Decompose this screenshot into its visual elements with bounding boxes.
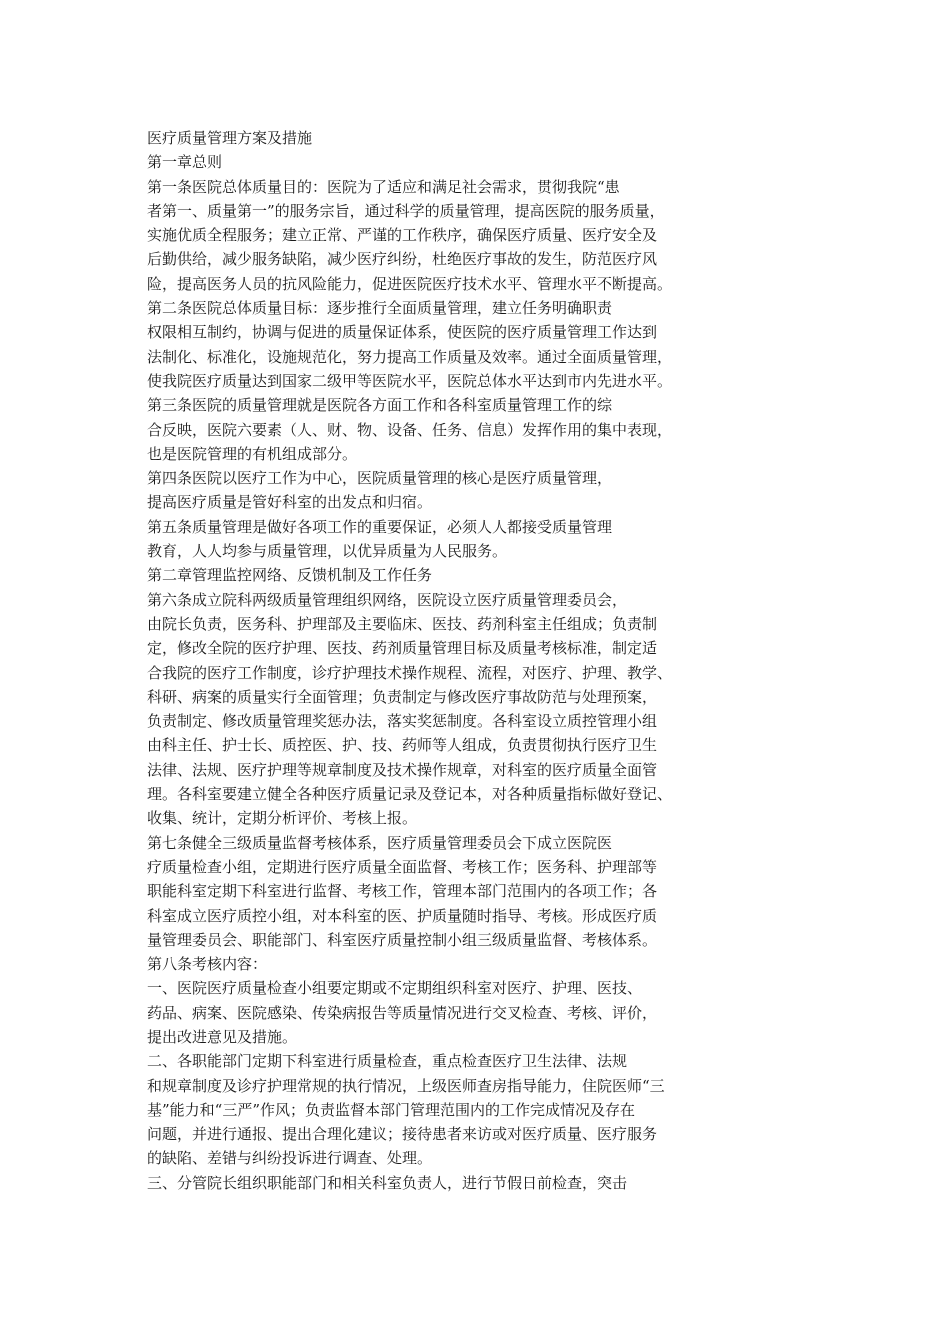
paragraph-line: 第六条成立院科两级质量管理组织网络，医院设立医疗质量管理委员会， [147,590,628,609]
paragraph-line: 者第一、质量第一”的服务宗旨，通过科学的质量管理，提高医院的服务质量， [147,201,665,220]
paragraph-line: 法律、法规、医疗护理等规章制度及技术操作规章，对科室的医疗质量全面管 [147,760,658,779]
paragraph-line: 负责制定、修改质量管理奖惩办法，落实奖惩制度。各科室设立质控管理小组 [147,712,658,731]
paragraph-line: 理。各科室要建立健全各种医疗质量记录及登记本，对各种质量指标做好登记、 [147,785,673,804]
paragraph-line: 职能科室定期下科室进行监督、考核工作，管理本部门范围内的各项工作；各 [147,882,658,901]
paragraph-line: 后勤供给，减少服务缺陷，减少医疗纠纷，杜绝医疗事故的发生，防范医疗风 [147,250,658,269]
paragraph-line: 第二条医院总体质量目标：逐步推行全面质量管理，建立任务明确职责 [147,299,613,318]
doc-title: 医疗质量管理方案及措施 [147,129,313,147]
paragraph-line: 二、各职能部门定期下科室进行质量检查，重点检查医疗卫生法律、法规 [147,1052,628,1071]
paragraph-line: 第八条考核内容： [147,955,268,974]
paragraph-line: 收集、统计，定期分析评价、考核上报。 [147,809,418,828]
paragraph-line: 和规章制度及诊疗护理常规的执行情况，上级医师查房指导能力，住院医师“三 [147,1076,665,1095]
paragraph-line: 第一条医院总体质量目的：医院为了适应和满足社会需求，贯彻我院“患 [147,177,620,196]
paragraph-line: 问题，并进行通报、提出合理化建议；接待患者来访或对医疗质量、医疗服务 [147,1125,658,1144]
paragraph-line: 法制化、标准化，设施规范化，努力提高工作质量及效率。通过全面质量管理， [147,347,673,366]
paragraph-line: 第七条健全三级质量监督考核体系，医疗质量管理委员会下成立医院医 [147,833,613,852]
paragraph-line: 合我院的医疗工作制度，诊疗护理技术操作规程、流程，对医疗、护理、教学、 [147,663,673,682]
paragraph-line: 提出改进意见及措施。 [147,1027,298,1046]
document-body [147,126,737,1195]
paragraph-line: 第五条质量管理是做好各项工作的重要保证，必须人人都接受质量管理 [147,517,613,536]
paragraph-line: 第三条医院的质量管理就是医院各方面工作和各科室质量管理工作的综 [147,396,613,415]
paragraph-line: 也是医院管理的有机组成部分。 [147,444,358,463]
paragraph-line: 基”能力和“三严”作风；负责监督本部门管理范围内的工作完成情况及存在 [147,1100,636,1119]
paragraph-line: 险，提高医务人员的抗风险能力，促进医院医疗技术水平、管理水平不断提高。 [147,274,673,293]
paragraph-line: 使我院医疗质量达到国家二级甲等医院水平，医院总体水平达到市内先进水平。 [147,371,673,390]
paragraph-line: 科研、病案的质量实行全面管理；负责制定与修改医疗事故防范与处理预案， [147,687,658,706]
paragraph-line: 定，修改全院的医疗护理、医技、药剂质量管理目标及质量考核标准，制定适 [147,639,658,658]
paragraph-line: 的缺陷、差错与纠纷投诉进行调查、处理。 [147,1149,433,1168]
paragraph-line: 科室成立医疗质控小组，对本科室的医、护质量随时指导、考核。形成医疗质 [147,906,658,925]
paragraph-line: 实施优质全程服务；建立正常、严谨的工作秩序，确保医疗质量、医疗安全及 [147,226,658,245]
paragraph-line: 权限相互制约，协调与促进的质量保证体系，使医院的医疗质量管理工作达到 [147,323,658,342]
chapter-heading: 第一章总则 [147,153,223,172]
paragraph-line: 由科主任、护士长、质控医、护、技、药师等人组成，负责贯彻执行医疗卫生 [147,736,658,755]
paragraph-line: 疗质量检查小组，定期进行医疗质量全面监督、考核工作；医务科、护理部等 [147,857,658,876]
paragraph-line: 一、医院医疗质量检查小组要定期或不定期组织科室对医疗、护理、医技、 [147,979,643,998]
paragraph-line: 提高医疗质量是管好科室的出发点和归宿。 [147,493,433,512]
paragraph-line: 第四条医院以医疗工作为中心，医院质量管理的核心是医疗质量管理， [147,469,613,488]
paragraph-line: 合反映，医院六要素（人、财、物、设备、任务、信息）发挥作用的集中表现， [147,420,673,439]
paragraph-line: 教育，人人均参与质量管理，以优异质量为人民服务。 [147,542,508,561]
paragraph-line: 由院长负责，医务科、护理部及主要临床、医技、药剂科室主任组成；负责制 [147,614,658,633]
paragraph-line: 量管理委员会、职能部门、科室医疗质量控制小组三级质量监督、考核体系。 [147,930,658,949]
paragraph-line: 药品、病案、医院感染、传染病报告等质量情况进行交叉检查、考核、评价， [147,1003,658,1022]
chapter-heading: 第二章管理监控网络、反馈机制及工作任务 [147,566,433,585]
paragraph-line: 三、分管院长组织职能部门和相关科室负责人，进行节假日前检查，突击 [147,1173,628,1192]
